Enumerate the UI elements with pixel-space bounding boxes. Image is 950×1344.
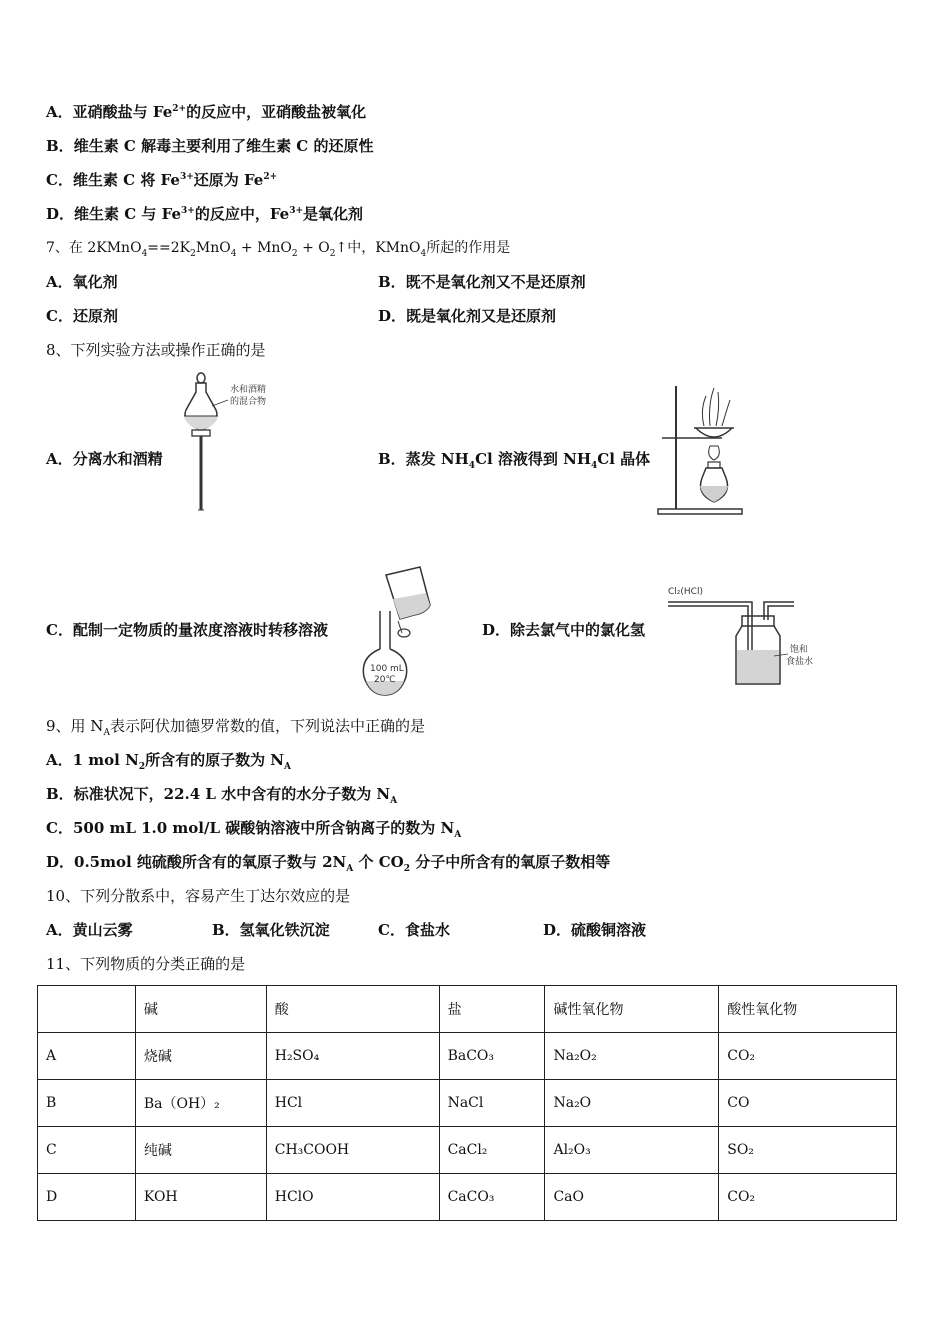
table-header-cell: 碱 <box>135 986 266 1033</box>
q10-option-a: A．黄山云雾 <box>46 921 133 939</box>
q7-option-d: D．既是氧化剂又是还原剂 <box>378 307 557 325</box>
q8-option-c: C．配制一定物质的量浓度溶液时转移溶液 <box>46 621 328 639</box>
table-cell: CaO <box>545 1174 719 1221</box>
q8-option-a: A．分离水和酒精 <box>46 450 163 468</box>
q6-option-d: D．维生素 C 与 $Fe^{3+}$的反应中，$Fe^{3+}$是氧化剂 <box>46 205 364 223</box>
q7-option-a: A．氧化剂 <box>46 273 118 291</box>
table-row <box>38 1080 897 1127</box>
table-row <box>38 1174 897 1221</box>
q10-option-d: D．硫酸铜溶液 <box>543 921 647 939</box>
q6-option-b: B．维生素 C 解毒主要利用了维生素 C 的还原性 <box>46 137 374 155</box>
table-cell: B <box>38 1080 136 1127</box>
table-header-row <box>38 986 897 1033</box>
table-cell: Na₂O₂ <box>545 1033 719 1080</box>
volumetric-flask-figure <box>360 565 450 697</box>
q7-option-b: B．既不是氧化剂又不是还原剂 <box>378 273 586 291</box>
table-cell: HClO <box>266 1174 439 1221</box>
classification-table <box>37 985 897 1221</box>
q10-option-b: B．氢氧化铁沉淀 <box>212 921 330 939</box>
gas-label: Cl₂(HCl) <box>668 587 703 597</box>
table-cell: CO₂ <box>719 1174 897 1221</box>
table-header-cell: 碱性氧化物 <box>545 986 719 1033</box>
table-row <box>38 1033 897 1080</box>
table-cell: CO <box>719 1080 897 1127</box>
table-cell: 烧碱 <box>135 1033 266 1080</box>
table-cell: A <box>38 1033 136 1080</box>
table-cell: CH₃COOH <box>266 1127 439 1174</box>
funnel-label-1: 水和酒精 <box>230 385 267 395</box>
separatory-funnel-figure <box>178 370 288 520</box>
table-cell: KOH <box>135 1174 266 1221</box>
q9-option-b: B．标准状况下，22.4 L 水中含有的水分子数为 $N_A$ <box>46 785 398 806</box>
table-header-cell: 酸 <box>266 986 439 1033</box>
table-cell: NaCl <box>439 1080 545 1127</box>
q11-stem: 11、下列物质的分类正确的是 <box>46 955 246 973</box>
q9-option-a: A．1 mol $N_2$所含有的原子数为 $N_A$ <box>46 751 291 772</box>
q8-stem: 8、下列实验方法或操作正确的是 <box>46 341 266 359</box>
flask-label-temp: 20℃ <box>374 675 396 685</box>
q10-option-c: C．食盐水 <box>378 921 450 939</box>
table-header-cell <box>38 986 136 1033</box>
q8-option-d: D．除去氯气中的氯化氢 <box>482 621 646 639</box>
q6-option-a: A．亚硝酸盐与 $Fe^{2+}$的反应中，亚硝酸盐被氧化 <box>46 103 367 121</box>
table-cell: Al₂O₃ <box>545 1127 719 1174</box>
table-cell: BaCO₃ <box>439 1033 545 1080</box>
q9-stem: 9、用 $N_A$表示阿伏加德罗常数的值，下列说法中正确的是 <box>46 717 425 738</box>
q7-stem: 7、在 $2KMnO_4==2K_2MnO_4 + MnO_2$ + $O_2↑$中，KMnO$_4$所起的作用是 <box>46 240 511 259</box>
table-cell: H₂SO₄ <box>266 1033 439 1080</box>
q6-option-c: C．维生素 C 将 $Fe^{3+}$还原为 $Fe^{2+}$ <box>46 171 278 189</box>
q9-option-d: D．0.5mol 纯硫酸所含有的氧原子数与 $2N_A$ 个 $CO_2$ 分子中所含有的氧原子数相等 <box>46 853 611 874</box>
washing-label-2: 食盐水 <box>786 657 814 667</box>
washing-label-1: 饱和 <box>790 645 809 655</box>
table-cell: C <box>38 1127 136 1174</box>
table-header-cell: 盐 <box>439 986 545 1033</box>
evaporation-apparatus-figure <box>656 378 748 518</box>
table-cell: Ba（OH）₂ <box>135 1080 266 1127</box>
table-cell: HCl <box>266 1080 439 1127</box>
table-cell: CaCl₂ <box>439 1127 545 1174</box>
table-cell: D <box>38 1174 136 1221</box>
q7-option-c: C．还原剂 <box>46 307 118 325</box>
q8-option-b: B．蒸发 $NH_4Cl$ 溶液得到 $NH_4Cl$ 晶体 <box>378 450 651 471</box>
table-header-cell: 酸性氧化物 <box>719 986 897 1033</box>
funnel-label-2: 的混合物 <box>230 397 267 407</box>
gas-washing-bottle-figure <box>664 580 834 692</box>
table-cell: CaCO₃ <box>439 1174 545 1221</box>
table-cell: SO₂ <box>719 1127 897 1174</box>
table-cell: 纯碱 <box>135 1127 266 1174</box>
q10-stem: 10、下列分散系中，容易产生丁达尔效应的是 <box>46 887 351 905</box>
flask-label-volume: 100 mL <box>370 664 404 674</box>
table-cell: CO₂ <box>719 1033 897 1080</box>
table-row <box>38 1127 897 1174</box>
table-cell: Na₂O <box>545 1080 719 1127</box>
q9-option-c: C．500 mL 1.0 mol/L 碳酸钠溶液中所含钠离子的数为 $N_A$ <box>46 819 462 840</box>
